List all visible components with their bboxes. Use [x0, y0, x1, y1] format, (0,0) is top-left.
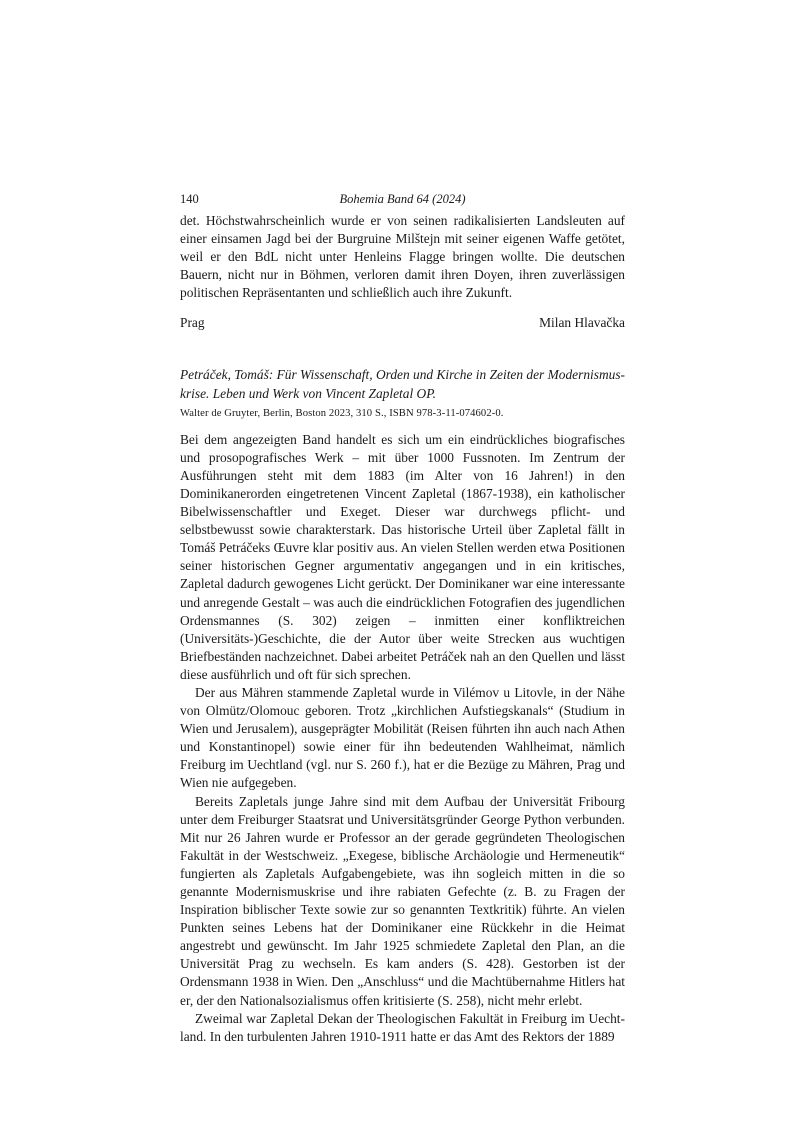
review-paragraph: Bereits Zapletals junge Jahre sind mit dem Aufbau der Universität Fribourg unter dem Freiburger Staatsrat und Universitätsgründer George Python verbunden. Mit nur 26 Jahren wurde er Professor an der gerade gegründeten Theologischen Fakultät in der Westschweiz. „Exegese, biblische Archäologie und Hermeneutik“ fungierten als Zapletals Aufgabengebiete, was ihn sogleich mitten in die so genannte Modernismuskrise und ihre rabiaten Gefechte (z. B. zu Fragen der Inspiration biblischer Texte sowie zur so genannten Textkritik) führte. An vielen Punkten seines Lebens hat der Dominikaner eine Rückkehr in die Heimat angestrebt und gewünscht. Im Jahr 1925 schmiedete Zapletal den Plan, an die Universität Prag zu wechseln. Es kam anders (S. 428). Gestorben ist der Ordensmann 1938 in Wien. Den „Anschluss“ und die Machtübernahme Hitlers hat er, der den Nationalsozialismus offen kritisierte (S. 258), nicht mehr erlebt.	[180, 793, 625, 1008]
review-body	[180, 431, 625, 1046]
review-place: Prag	[180, 315, 205, 331]
page-number: 140	[180, 192, 199, 206]
document-page	[180, 192, 625, 1046]
review-book-title: Petráček, Tomáš: Für Wissenschaft, Orden und Kirche in Zeiten der Modernismuskrise. Leben und Werk von Vincent Zapletal OP.	[180, 367, 625, 401]
review-paragraph: Der aus Mähren stammende Zapletal wurde in Vilémov u Litovle, in der Nähe von Olmütz/Olomouc geboren. Trotz „kirchlichen Aufstiegskanals“ (Studium in Wien und Jerusalem), ausgeprägter Mobilität (Reisen führten ihn auch nach Athen und Konstantinopel) sowie einer für ihn bedeutenden Wahlheimat, nämlich Freiburg im Uechtland (vgl. nur S. 260 f.), hat er die Bezüge zu Mähren, Prag und Wien nie aufgegeben.	[180, 684, 625, 791]
running-head	[180, 192, 625, 212]
review-signature	[180, 314, 625, 332]
previous-review-closing-paragraph: det. Höchstwahrscheinlich wurde er von seinen radikalisierten Landsleuten auf einer einsamen Jagd bei der Burgruine Milštejn mit seiner eigenen Waffe getötet, weil er den BdL nicht unter Henleins Flagge bringen wollte. Die deutschen Bauern, nicht nur in Böhmen, verloren damit ihren Doyen, ihren zuverlässigen politischen Repräsentanten und schließlich auch ihre Zukunft.	[180, 213, 625, 301]
review-paragraph: Bei dem angezeigten Band handelt es sich um ein eindrückliches biografisches und prosopografisches Werk – mit über 1000 Fussnoten. Im Zentrum der Ausführungen steht mit dem 1883 (im Alter von 16 Jahren!) in den Dominikanerorden eingetretenen Vincent Zapletal (1867-1938), ein katholischer Bibelwissenschaftler und Exeget. Dieser war durchwegs pflicht- und selbstbewusst sowie charakterstark. Das historische Urteil über Zapletal fällt in Tomáš Petráčeks Œuvre klar positiv aus. An vielen Stellen werden etwa Positionen seiner historischen Gegner argumentativ angegangen und in ein kritisches, Zapletal dadurch gewogenes Licht gerückt. Der Dominikaner war eine interessante und anregende Gestalt – was auch die eindrücklichen Fotografien des jugendlichen Ordensmannes (S. 302) zeigen – inmitten einer konfliktreichen (Universitäts-)Geschichte, die der Autor über weite Strecken aus wuchtigen Briefbeständen nachzeichnet. Dabei arbeitet Petráček nah an den Quellen und lässt diese ausführlich und oft für sich sprechen.	[180, 431, 625, 682]
reviewer-name: Milan Hlavačka	[539, 315, 625, 331]
review-publisher-info: Walter de Gruyter, Berlin, Boston 2023, 310 S., ISBN 978-3-11-074602-0.	[180, 407, 504, 419]
journal-title: Bohemia Band 64 (2024)	[339, 192, 466, 206]
review-paragraph: Zweimal war Zapletal Dekan der Theologischen Fakultät in Freiburg im Uechtland. In den turbulenten Jahren 1910-1911 hatte er das Amt des Rektors der 1889	[180, 1010, 625, 1044]
